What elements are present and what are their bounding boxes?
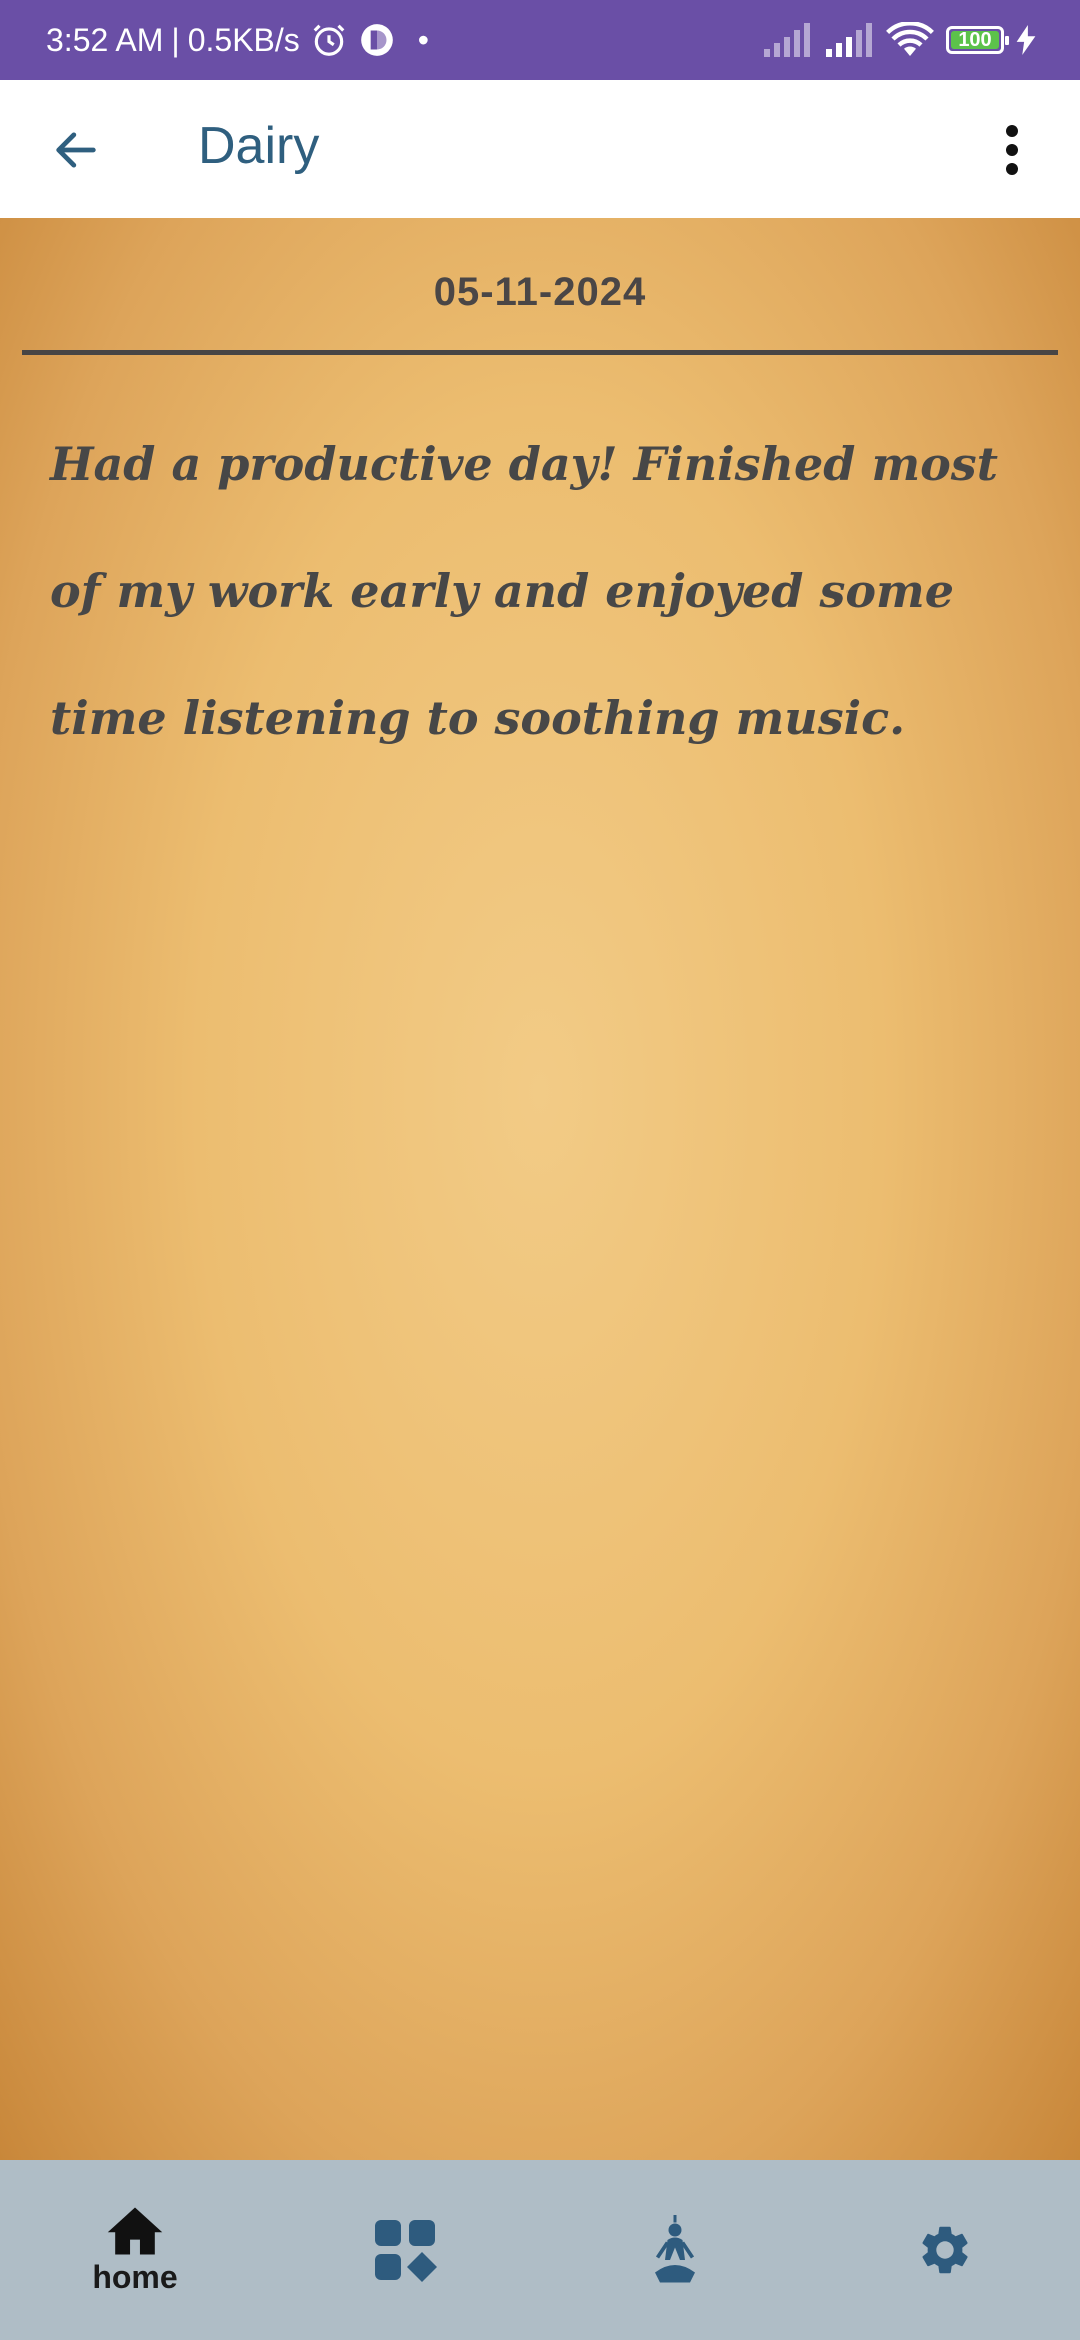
battery-level: 100 xyxy=(958,28,992,51)
signal-icon xyxy=(762,23,812,57)
back-button[interactable] xyxy=(36,110,116,190)
entry-date: 05-11-2024 xyxy=(433,270,647,314)
vpn-icon xyxy=(358,21,396,59)
app-bar xyxy=(0,80,1080,218)
nav-dashboard[interactable] xyxy=(270,2160,540,2340)
wifi-icon xyxy=(886,22,934,58)
network-speed: 0.5KB/s xyxy=(187,21,300,58)
diary-page xyxy=(0,218,1080,2160)
status-separator: | xyxy=(171,21,180,58)
alarm-icon xyxy=(310,21,348,59)
arrow-left-icon xyxy=(50,124,102,176)
entry-text: Had a productive day! Finished most of my work early and enjoyed some time listening to soothing music. xyxy=(50,437,998,745)
status-time: 3:52 AM xyxy=(46,21,164,58)
nav-home[interactable] xyxy=(0,2160,270,2340)
status-right xyxy=(762,0,1036,80)
signal-icon xyxy=(824,23,874,57)
status-bar xyxy=(0,0,1080,80)
meditation-icon xyxy=(650,2215,700,2285)
charging-icon xyxy=(1016,25,1036,55)
more-options-button[interactable] xyxy=(972,110,1052,190)
nav-home-label: home xyxy=(92,2258,178,2295)
status-dot: • xyxy=(417,21,429,58)
nav-meditation[interactable] xyxy=(540,2160,810,2340)
page-title: Dairy xyxy=(198,117,320,175)
nav-settings[interactable] xyxy=(810,2160,1080,2340)
dashboard-icon xyxy=(373,2218,437,2282)
more-vertical-icon xyxy=(1005,124,1019,176)
gear-icon xyxy=(916,2221,974,2279)
date-divider xyxy=(22,350,1058,355)
home-icon xyxy=(105,2205,165,2257)
battery-icon xyxy=(946,26,1004,54)
status-left xyxy=(46,0,429,80)
bottom-nav xyxy=(0,2160,1080,2340)
